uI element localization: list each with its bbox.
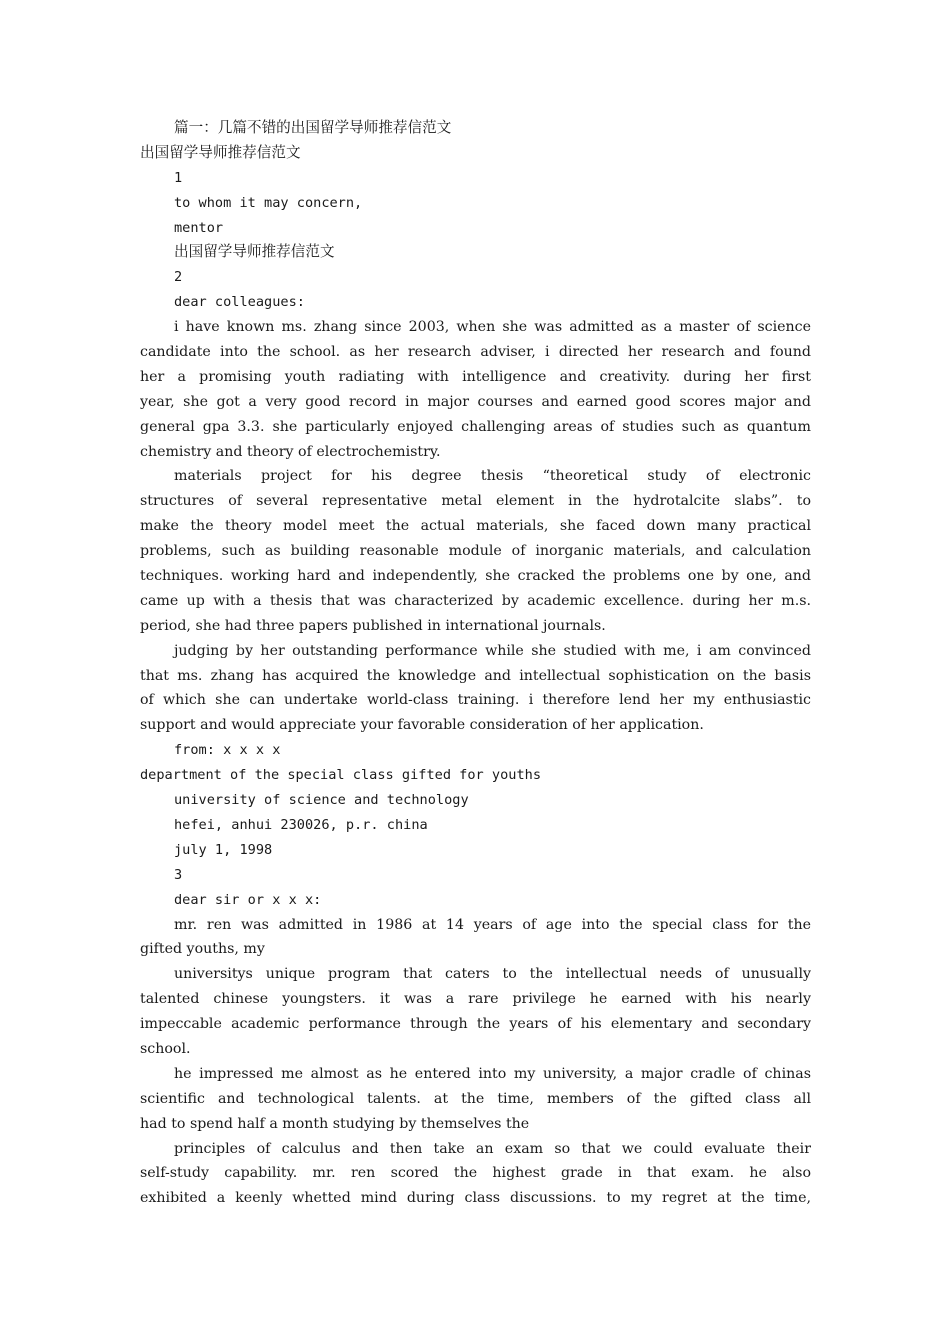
paragraph-line: came up with a thesis that was characterized by academic excellence. during her m.s.	[140, 592, 811, 609]
paragraph-line: structures of several representative metal element in the hydrotalcite slabs”. to	[140, 493, 811, 510]
signature-line: department of the special class gifted for youths	[140, 767, 542, 784]
paragraph-line: support and would appreciate your favorable consideration of her application.	[140, 717, 704, 734]
paragraph-line: he impressed me almost as he entered into my university, a major cradle of chinas	[174, 1065, 811, 1082]
paragraph-line: period, she had three papers published in international journals.	[140, 617, 606, 634]
paragraph-line: talented chinese youngsters. it was a rare privilege he earned with his nearly	[140, 991, 811, 1008]
paragraph-line: chemistry and theory of electrochemistry.	[140, 443, 441, 460]
paragraph-line: impeccable academic performance through the years of his elementary and secondary	[140, 1016, 811, 1033]
letter-number: 3	[174, 866, 183, 883]
paragraph-line: year, she got a very good record in major courses and earned good scores major and	[140, 393, 811, 410]
letter-title: 出国留学导师推荐信范文	[174, 243, 335, 261]
paragraph-line: judging by her outstanding performance while she studied with me, i am convinced	[174, 642, 811, 659]
salutation: dear sir or x x x:	[174, 891, 322, 908]
paragraph-line: had to spend half a month studying by themselves the	[140, 1115, 530, 1132]
article-heading: 篇一：几篇不错的出国留学导师推荐信范文	[174, 119, 452, 136]
letter-title: 出国留学导师推荐信范文	[140, 143, 301, 161]
signature-line: hefei, anhui 230026, p.r. china	[174, 816, 428, 833]
salutation: dear colleagues:	[174, 294, 305, 311]
paragraph-line: principles of calculus and then take an exam so that we could evaluate their	[174, 1140, 811, 1157]
paragraph-line: self-study capability. mr. ren scored the highest grade in that exam. he also	[140, 1165, 811, 1182]
signature-line: from: x x x x	[174, 742, 281, 759]
paragraph-line: universitys unique program that caters to the intellectual needs of unusually	[174, 966, 811, 983]
paragraph-line: materials project for his degree thesis “theoretical study of electronic	[174, 468, 811, 485]
paragraph-line: gifted youths, my	[140, 941, 265, 958]
paragraph-line: i have known ms. zhang since 2003, when she was admitted as a master of science	[174, 319, 811, 336]
paragraph-line: mr. ren was admitted in 1986 at 14 years of age into the special class for the	[174, 916, 811, 933]
text-line: mentor	[174, 219, 224, 236]
salutation: to whom it may concern,	[174, 194, 363, 211]
paragraph-line: her a promising youth radiating with intelligence and creativity. during her first	[140, 368, 811, 385]
document-body	[140, 116, 811, 1211]
paragraph-line: school.	[140, 1040, 191, 1057]
date-line: july 1, 1998	[174, 841, 273, 858]
paragraph-line: scientific and technological talents. at the time, members of the gifted class all	[140, 1090, 811, 1107]
paragraph-line: exhibited a keenly whetted mind during class discussions. to my regret at the time,	[140, 1190, 811, 1207]
signature-line: university of science and technology	[174, 792, 469, 809]
paragraph-line: that ms. zhang has acquired the knowledge and intellectual sophistication on the basis	[140, 667, 811, 684]
paragraph-line: problems, such as building reasonable module of inorganic materials, and calculation	[140, 543, 811, 560]
paragraph-line: general gpa 3.3. she particularly enjoyed challenging areas of studies such as quantum	[140, 418, 811, 435]
letter-number: 1	[174, 169, 183, 186]
paragraph-line: candidate into the school. as her research adviser, i directed her research and found	[140, 344, 811, 361]
paragraph-line: make the theory model meet the actual materials, she faced down many practical	[140, 518, 811, 535]
paragraph-line: of which she can undertake world-class training. i therefore lend her my enthusiastic	[140, 692, 811, 709]
letter-number: 2	[174, 269, 183, 286]
paragraph-line: techniques. working hard and independently, she cracked the problems one by one, and	[140, 568, 811, 585]
